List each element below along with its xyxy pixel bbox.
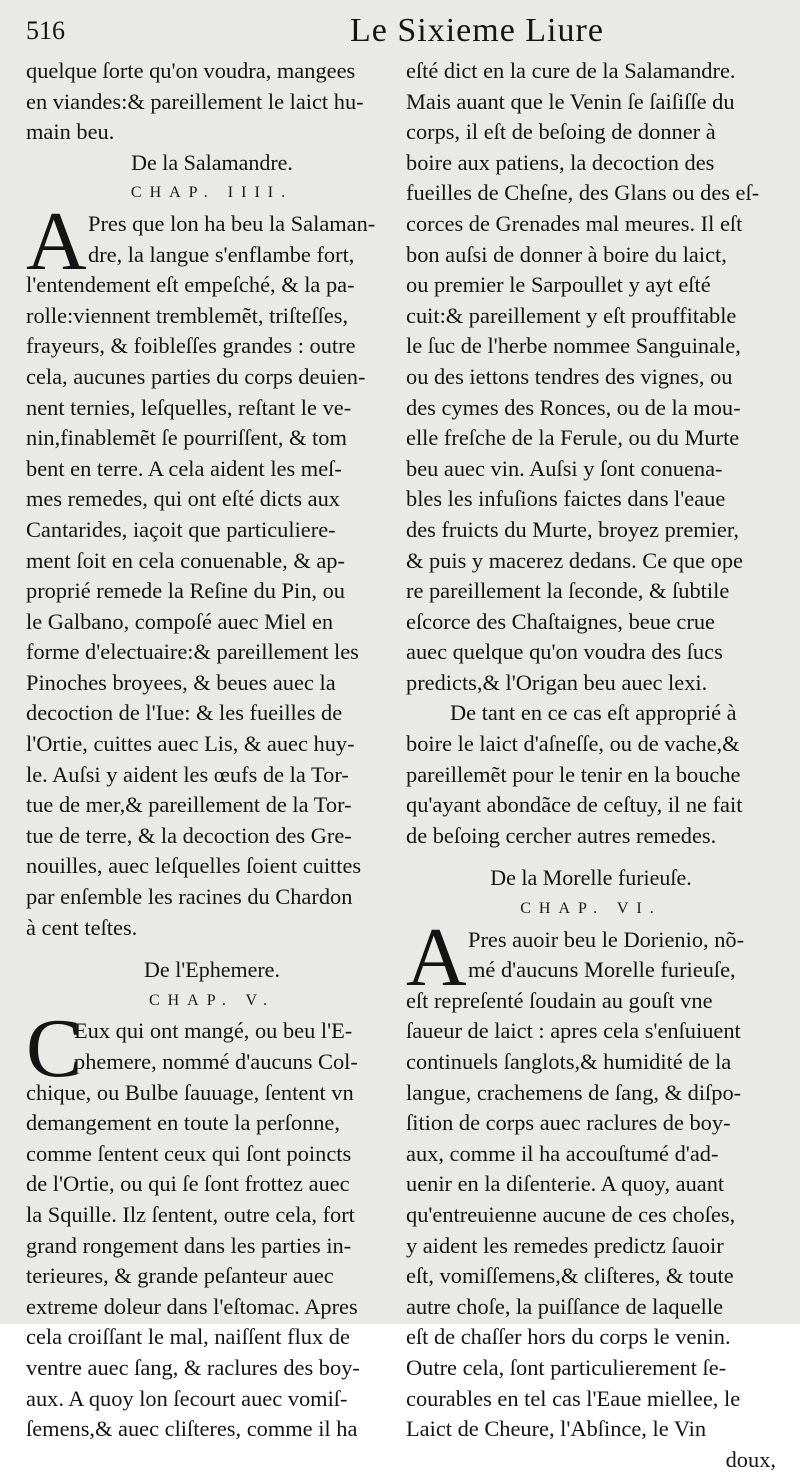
text-line: proprié remede la Reſine du Pin, ou [26,578,345,604]
text-line: y aident les remedes predictz ſauoir [406,1232,724,1258]
text-line: rolle:viennent tremblemẽt, triſteſſes, [26,302,349,328]
text-line: beu auec vin. Auſsi y ſont conuena- [406,455,723,481]
drop-cap: A [406,910,467,1004]
text-line: Eux qui ont mangé, ou beu l'E- [74,1018,353,1044]
text-line: des fruicts du Murte, broyez premier, [406,516,739,542]
text-line: en viandes:& pareillement le laict hu- [26,88,364,114]
text-line: elle freſche de la Ferule, ou du Murte [406,425,740,451]
text-line: le. Auſsi y aident les œufs de la Tor- [26,761,349,787]
text-line: Cantarides, iaçoit que particuliere- [26,516,336,542]
text-line: re pareillement la ſeconde, & ſubtile [406,578,730,604]
text-line: grand rongement dans les parties in- [26,1232,352,1258]
text-line: forme d'electuaire:& pareillement les [26,639,359,665]
text-line: nent ternies, leſquelles, reſtant le ve- [26,394,352,420]
text-line: comme ſentent ceux qui ſont poincts [26,1140,352,1166]
text-line: mes remedes, qui ont eſté dicts aux [26,486,341,512]
page-header [20,6,770,48]
text-line: l'entendement eſt empeſché, & la pa- [26,272,355,298]
paragraph-salamandre [26,194,398,943]
text-line: autre choſe, la puiſſance de laquelle [406,1293,724,1319]
text-line: continuels ſanglots,& humidité de la [406,1049,732,1074]
text-line: cela croiſſant le mal, naiſſent flux de [26,1324,350,1350]
text-line: Outre cela, ſont particulierement ſe- [406,1354,727,1380]
text-line: ou des iettons tendres des vignes, ou [406,363,733,389]
text-line: terieures, & grande peſanteur auec [26,1263,334,1289]
section-heading-morelle: De la Morelle furieuſe. [490,865,692,891]
text-line: eſt, vomiſſemens,& cliſteres, & toute [406,1263,734,1289]
text-line: eſcorce des Chaſtaignes, beue crue [406,608,715,634]
text-line: ſition de corps auec raclures de boy- [406,1110,731,1136]
drop-cap: C [26,1002,83,1096]
text-line: cela, aucunes parties du corps deuien- [26,363,366,389]
section-heading-ephemere: De l'Ephemere. [144,957,280,983]
text-line: l'Ortie, cuittes auec Lis, & auec huy- [26,731,355,757]
text-line: ou premier le Sarpoullet y ayt eſté [406,272,711,298]
chapter-label-6: CHAP. VI. [520,900,662,918]
text-line: boire le laict d'aſneſſe, ou de vache,& [406,731,740,757]
text-line: tue de terre, & la decoction des Gre- [26,822,352,848]
text-line: bent en terre. A cela aident les meſ- [26,455,342,481]
section-heading-salamandre: De la Salamandre. [131,149,293,175]
text-line: auec quelque qu'on voudra des ſucs [406,639,723,665]
text-line: bles les infuſions faictes dans l'eaue [406,486,726,512]
text-line: ventre auec ſang, & raclures des boy- [26,1354,360,1380]
text-line: predicts,& l'Origan beu auec lexi. [406,669,708,695]
running-title: Le Sixieme Liure [350,12,604,49]
text-line: tue de mer,& pareillement de la Tor- [26,792,352,818]
text-line: boire aux patiens, la decoction des [406,149,715,175]
text-line: courables en tel cas l'Eaue miellee, le [406,1385,741,1411]
text-line: corps, il eſt de beſoing de donner à [406,119,716,145]
text-line: ment ſoit en cela conuenable, & ap- [26,547,345,573]
text-line: Mais auant que le Venin ſe ſaiſiſſe du [406,88,735,114]
text-line: quelque ſorte qu'on voudra, mangees [26,58,356,83]
text-line: phemere, nommé d'aucuns Col- [74,1049,358,1074]
text-line: demangement en toute la perſonne, [26,1110,340,1136]
text-line: decoction de l'Iue: & les fueilles de [26,700,343,726]
text-line: eſté dict en la cure de la Salamandre. [406,58,736,83]
chapter-label-4: CHAP. IIII. [130,184,294,202]
catchword: doux, [725,1446,776,1472]
text-line: Laict de Cheure, l'Abſince, le Vin [406,1416,707,1442]
text-line: par enſemble les racines du Chardon [26,884,353,910]
text-line: eſt repreſenté ſoudain au gouſt vne [406,987,713,1013]
text-line: dre, la langue s'enflambe fort, [88,241,355,267]
chapter-label-5: CHAP. V. [148,991,276,1009]
text-line: Pres que lon ha beu la Salaman- [88,210,376,236]
text-line: à cent teſtes. [26,914,138,940]
text-line: fueilles de Cheſne, des Glans ou des eſ- [406,180,760,206]
text-line: de l'Ortie, ou qui ſe ſont frottez auec [26,1171,350,1197]
text-line: qu'ayant abondãce de ceſtuy, il ne fait [406,792,743,818]
text-line: frayeurs, & foibleſſes grandes : outre [26,333,356,359]
text-line: nouilles, auec leſquelles ſoient cuittes [26,853,362,879]
text-line: le ſuc de l'herbe nommee Sanguinale, [406,333,741,359]
paragraph-ephemere [26,1002,398,1444]
text-line: chique, ou Bulbe ſauuage, ſentent vn [26,1079,354,1105]
text-line: De tant en ce cas eſt approprié à [450,700,737,726]
text-line: nin,finablemẽt ſe pourriſſent, & tom [26,425,347,451]
text-line: corces de Grenades mal meures. Il eſt [406,210,743,236]
text-line: Pres auoir beu le Dorienio, nõ- [468,926,745,952]
paragraph-morelle [406,910,776,1475]
text-line: bon auſsi de donner à boire du laict, [406,241,727,267]
text-line: de beſoing cercher autres remedes. [406,822,717,848]
text-line: cuit:& pareillement y eſt prouffitable [406,302,737,328]
text-line: uenir en la diſenterie. A quoy, auant [406,1171,725,1197]
text-line: main beu. [26,119,115,145]
text-line: eſt de chaſſer hors du corps le venin. [406,1324,731,1350]
page-number: 516 [26,16,65,45]
text-line: le Galbano, compoſé auec Miel en [26,608,334,634]
text-line: la Squille. Ilz ſentent, outre cela, fort [26,1201,355,1227]
text-line: Pinoches broyees, & beues auec la [26,669,336,695]
text-line: des cymes des Ronces, ou de la mou- [406,394,741,420]
text-line: ſemens,& auec cliſteres, comme il ha [26,1416,358,1442]
text-line: pareillemẽt pour le tenir en la bouche [406,761,741,787]
text-line: extreme doleur dans l'eſtomac. Apres [26,1293,358,1319]
text-line: aux. A quoy lon ſecourt auec vomiſ- [26,1385,348,1411]
text-line: aux, comme il ha accouſtumé d'ad- [406,1140,719,1166]
drop-cap: A [26,194,87,288]
text-line: qu'entreuienne aucune de ces choſes, [406,1201,736,1227]
text-line: mé d'aucuns Morelle furieuſe, [468,957,736,983]
text-line: ſaueur de laict : apres cela s'enſuiuent [406,1018,741,1044]
text-line: & puis y macerez dedans. Ce que ope [406,547,743,573]
left-column [26,56,398,1445]
text-line: langue, crachemens de ſang, & diſpo- [406,1079,742,1105]
right-column [406,56,776,1475]
